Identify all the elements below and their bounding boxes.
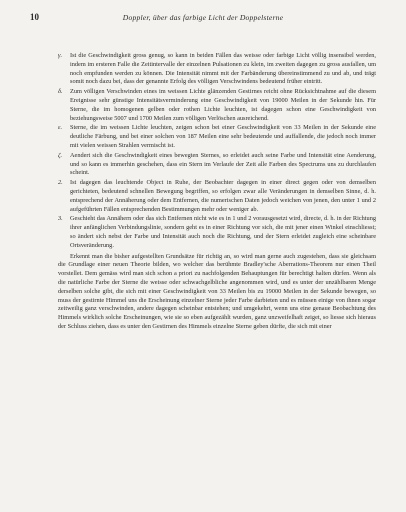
list-item xyxy=(58,88,376,123)
item-text: Zum völligen Verschwinden eines im weissen Lichte glänzenden Gestirnes reicht ohne Rücksichtnahme auf die diesem Ereignisse sehr günstige Intensitätsverminderung eine Geschwindigkeit von 19000 Meilen in der Sekunde hin. Für Sterne, die im homogenen gelben oder rothen Lichte leuchten, ist dagegen schon eine Geschwindigkeit von beziehungsweise 5007 und 1700 Meilen zum völligen Verlöschen ausreichend. xyxy=(70,88,376,122)
list-item xyxy=(58,52,376,87)
list-item xyxy=(58,215,376,250)
item-text: Aendert sich die Geschwindigkeit eines bewegten Sternes, so erleidet auch seine Farbe und Intensität eine Aenderung, und so kann es immerhin geschehen, dass ein Stern im Verlaufe der Zeit alle Farben des Spectrums uns zu durchlaufen scheint. xyxy=(70,151,376,177)
item-text: Ist dagegen das leuchtende Object in Ruhe, der Beobachter dagegen in einer direct gegen oder von demselben gerichteten, bedeutend schnellen Bewegung begriffen, so erfolgen zwar alle Veränderungen in demselben Sinne, d. h. entsprechend der Annäherung oder dem Entfernen, die numerischen Daten jedoch weichen von jenen, den unter 1 und 2 aufgeführten Fällen entsprechenden Bestimmungen mehr oder weniger ab. xyxy=(70,179,376,213)
item-label: γ. xyxy=(58,52,63,59)
list-item xyxy=(58,179,376,214)
item-text: Ist die Geschwindigkeit gross genug, so kann in beiden Fällen das weisse oder farbige Licht völlig insensibel werden, indem im ersteren Falle die Zeitintervalle der einzelnen Pulsationen zu klein, im zweiten dagegen zu gross ausfallen, um noch empfunden werden zu können. Die Intensität nimmt mit der Farbänderung übereinstimmend zu und ab, und trägt somit noch dazu bei, dass der genannte Erfolg des völligen Verschwindens bedeutend früher eintritt. xyxy=(70,52,376,86)
page-number: 10 xyxy=(30,12,39,22)
item-label: 2. xyxy=(58,179,63,187)
item-label: ε. xyxy=(58,124,63,132)
list-item xyxy=(58,124,376,150)
item-label: 3. xyxy=(58,215,63,223)
item-label: ζ. xyxy=(58,151,63,159)
item-text: Geschieht das Annähern oder das sich Entfernen nicht wie es in 1 und 2 vorausgesetzt wird, directe, d. h. in der Richtung ihrer anfänglichen Verbindungslinie, sondern geht es in einer Richtung vor sich, die mit jener einen Winkel einschliesst; so ändert sich nebst der Farbe und Intensität auch noch die Richtung, und der Stern erleidet zugleich eine scheinbare Ortsveränderung. xyxy=(70,215,376,249)
item-text: Sterne, die im weissen Lichte leuchten, zeigen schon bei einer Geschwindigkeit von 33 Meilen in der Sekunde eine deutliche Färbung, und bei einer solchen von 187 Meilen eine sehr bedeutende und auffallende, die jedoch noch immer mit vielen weissen Strahlen vermischt ist. xyxy=(70,124,376,149)
running-header: Doppler, über das farbige Licht der Doppelsterne xyxy=(122,13,284,22)
body-paragraph: Erkennt man die bisher aufgestellten Grundsätze für richtig an, so wird man gerne auch zugestehen, dass sie gleichsam die Grundlage einer neuen Theorie bilden, wo welcher das berühmte Bradley'sche Aberrations-Theorem nur einen Theil vorstellet. Dem gemäss wird man sich schon a priori zu nachfolgenden Behauptungen für berechtigt halten dürfen. Wenn als die natürliche Farbe der Sterne die weisse oder schwachgelbliche angenommen wird, und es unter der unzählbaren Menge derselben solche gibt, die sich mit einer Geschwindigkeit von 33 Meilen bis zu 19000 Meilen in der Sekunde bewegen, so muss der gestirnte Himmel uns die Erscheinung einzelner Sterne jeder Farbe darbieten und es müssen einige von ihnen sogar zeitweilig ganz verschwinden, andere dagegen scheinbar entstehen; und umgekehrt, wenn uns eine genaue Beobachtung des Himmels wirklich solche Erscheinungen, wie sie so eben aufgezählt wurden, ganz unzweifelhaft zeiget, so liesse sich hieraus der Schluss ziehen, dass es unter den Gestirnen des Himmels einzelne Sterne geben dürfte, die sich mit einer xyxy=(58,252,376,330)
item-label: δ. xyxy=(58,88,63,96)
page-body xyxy=(58,52,376,332)
list-item xyxy=(58,152,376,178)
